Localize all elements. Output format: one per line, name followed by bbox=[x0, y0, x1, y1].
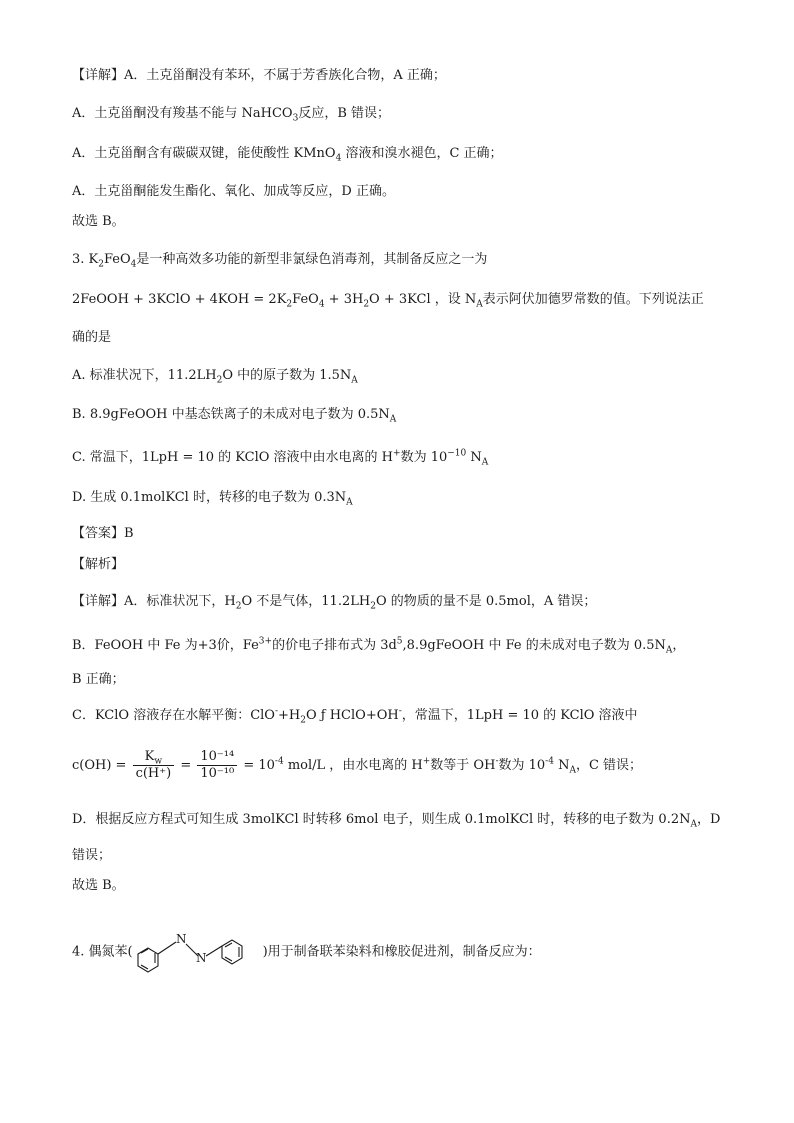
question-3-stem: 3. $K_2FeO_4$是一种高效多功能的新型非氯绿色消毒剂，其制备反应之一为 bbox=[72, 252, 488, 270]
nitrogen-label-1: N bbox=[175, 932, 187, 946]
answer-tag: 【答案】 bbox=[72, 526, 125, 541]
nitrogen-label-2: N bbox=[195, 951, 207, 965]
option-a: A. 标准状况下，$11.2LH_2O$ 中的原子数为 $1.5N_A$ bbox=[72, 368, 358, 386]
option-b: B. 8.9gFeOOH 中基态铁离子的未成对电子数为 $0.5N_A$ bbox=[72, 407, 397, 425]
answer-line bbox=[72, 524, 134, 544]
analysis-line bbox=[72, 555, 124, 575]
analysis-tag: 【解析】 bbox=[72, 557, 125, 572]
fraction-kw: $\frac{K_w}{c(H^+)}$ bbox=[133, 749, 175, 782]
option-c: C. 常温下，1LpH = 10 的 KClO 溶液中由水电离的 H+数为 $10^{-10}$ $N_A$ bbox=[72, 448, 489, 468]
option-d: D. 生成 0.1molKCl 时，转移的电子数为 $0.3N_A$ bbox=[72, 490, 353, 508]
detail3-line-d2: 错误； bbox=[72, 848, 112, 863]
detail-line-4: A．土克甾酮能发生酯化、氧化、加成等反应，D 正确。 bbox=[72, 184, 395, 199]
detail-line-3: A．土克甾酮含有碳碳双键，能使酸性 KMnO$_4$ 溶液和溴水褪色，C 正确； bbox=[72, 146, 503, 164]
detail-line-1: 【详解】A．土克甾酮没有苯环，不属于芳香族化合物，A 正确； bbox=[72, 68, 446, 83]
question-3-stem-end: 确的是 bbox=[72, 330, 112, 345]
question-3-equation: 2FeOOH + 3KClO + $4KOH = 2K_2FeO_4 + 3H_2O + 3KCl$ ，设 $N_A$表示阿伏加德罗常数的值。下列说法正 bbox=[72, 292, 704, 310]
detail3-line-b2: B 正确； bbox=[72, 672, 125, 687]
detail-line-2: A．土克甾酮没有羧基不能与 NaHCO$_3$反应，B 错误； bbox=[72, 106, 391, 124]
fraction-powers: $\frac{\text{10⁻¹⁴}}{\text{10⁻¹⁰}}$ bbox=[197, 749, 237, 782]
detail3-line-d: D．根据反应方程式可知生成 3molKCl 时转移 6mol 电子，则生成 0.1molKCl 时，转移的电子数为 $0.2N_A$，D bbox=[72, 812, 721, 830]
detail3-line-a: 【详解】A．标准状况下，$H_2O$ 不是气体，$11.2LH_2O$ 的物质的量不是 0.5mol，A 错误； bbox=[72, 594, 597, 612]
detail3-line-b: B．FeOOH 中 Fe 为+3价，$Fe^{3+}$的价电子排布式为 $3d^5,8.9gFeOOH$ 中 Fe 的未成对电子数为 $0.5N_A$， bbox=[72, 636, 686, 656]
detail3-conclusion: 故选 B。 bbox=[72, 878, 125, 893]
detail-tag: 【详解】 bbox=[72, 594, 125, 609]
answer-value: B bbox=[124, 526, 134, 541]
azobenzene-structure-icon bbox=[136, 928, 260, 976]
detail-tag: 【详解】 bbox=[72, 68, 125, 83]
detail3-line-c: C．KClO 溶液存在水解平衡：$ClO^-+H_2O$ ƒ HClO+OH-，常温下，1LpH = 10 的 KClO 溶液中 bbox=[72, 706, 638, 726]
question-4-stem: 4. 偶氮苯( N N )用于制备联苯染料和橡胶促进剂，制备反应为： bbox=[72, 928, 541, 976]
conclusion-line: 故选 B。 bbox=[72, 214, 125, 229]
detail3-line-c-formula: c(OH) = $\frac{K_w}{c(H^+)}$ = $\frac{\text{10⁻¹⁴}}{\text{10⁻¹⁰}}$ = $10^{-4}$ mol/L ，由水电离的 H+数等于 OH-数为 $10^{-4}$ $N_A$，C 错误； bbox=[72, 749, 643, 781]
